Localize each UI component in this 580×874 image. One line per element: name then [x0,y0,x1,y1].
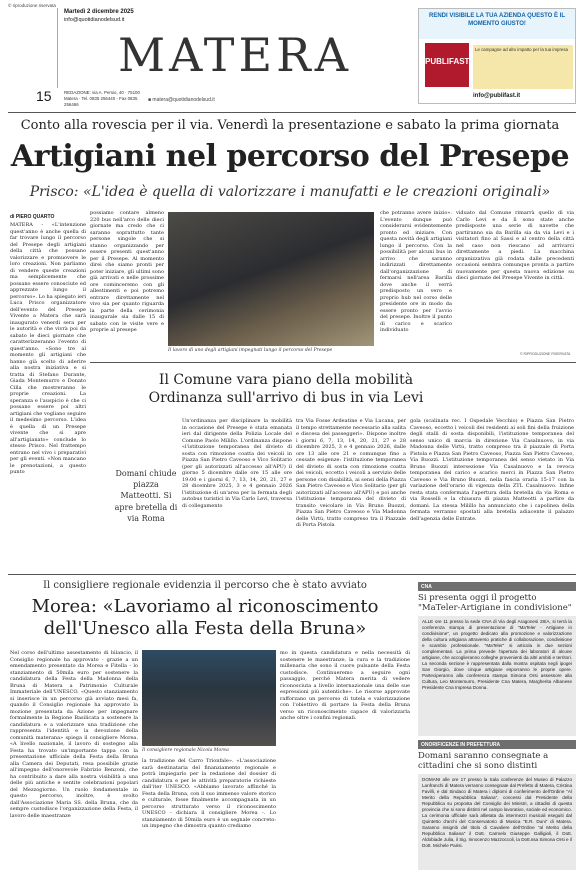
issue-email[interactable]: info@quotidianodelsud.it [64,17,125,23]
article1-byline: di PIERO QUARTO [10,214,55,220]
article3-photo-caption: Il consigliere regionale Nicola Morea [142,748,229,753]
article1-column-4: viduato dal Comune rimarrà quello di via Carlo Levi e da lì sono state anche predisposte una serie di navette che partiranno sia da Barilla sia da via Levi e i visitatori fino al Sassi e al centro della città nel caso non riescano ad arrivarci direttamente a piedi. La macchina organizzativa già rodata dalle precedenti occasioni sembra comunque pronta a partire nuovamente per questa nuova edizione su dieci giornate del Presepe Vivente in città. [456,210,574,281]
article3-column-2: la tradizione del Carro Trionfale». «L'associazione sarà destinataria del finanziamento regionale e potrà impiegarlo per la redazione del dossier di candidatura e per le attività preparatorie richieste dall'iter UNESCO. «Abbiamo lavorato affinché la Festa della Bruna, con il suo immenso valore storico e culturale, fosse finalmente accompagnata in un percorso strutturato verso il riconoscimento UNESCO - dichiara il consigliere Morea -. Lo stanziamento di 50mila euro è un segnale concreto: un impegno che dimostra quanto crediamo [142,758,276,829]
article3-photo [142,650,276,746]
article3-kicker: Il consigliere regionale evidenzia il percorso che è stato avviato [43,580,367,591]
page-title: MATERA [118,28,352,82]
sidebar2-tag: ONORIFICENZE IN PREFETTURA [418,740,576,749]
issue-date: Martedì 2 dicembre 2025 [64,9,134,15]
sidebar2-title: Domani saranno consegnate a cittadini che si sono distinti [418,751,549,771]
article3-headline-line2: dell'Unesco alla Festa della Bruna» [43,618,367,639]
advertisement[interactable] [418,8,576,104]
article1-photo [168,212,374,346]
article1-photo-caption: Il lavoro di uno degli artigiani impegnati lungo il percorso del Presepe [168,348,333,353]
article1-column-2: possiamo contare almeno 220 bus nell'arco delle dieci giornate ma credo che ci saranno soprattutto tante persone singole che si stanno organizzando per essere presenti quest'anno per il Presepe. Al momento direi che siamo pronti per poter iniziare, gli ultimi sono già arrivati e nelle prossime ore cominceremo con gli allestimenti e poi potremo entrare direttamente nel vivo sia per quanto riguarda la parte della cerimonia inaugurale sia dalle 15 di sabato con le visite vere e proprie al presepe [90,210,164,333]
ad-text: Le campagne ad alto impatto per la tua impresa [473,45,573,89]
article1-headline: Artigiani nel percorso del Presepe [10,139,570,174]
editorial-email[interactable] [148,97,215,103]
article3-headline-line1: Morea: «Lavoriamo al riconoscimento [31,596,379,617]
article1-kicker: Conto alla rovescia per il via. Venerdì la presentazione e sabato la prima giornata [20,118,560,133]
ad-logo: PUBLIFAST [425,43,469,87]
mail-icon: ■ [148,97,153,103]
article1-subhead: Prisco: «L'idea è quella di valorizzare i manufatti e le creazioni originali» [29,184,551,200]
article2-pull-quote: Domani chiude piazza Matteotti. Si apre bretella di via Roma [114,469,178,523]
page-number: 15 [36,88,52,104]
article1-column-1: MATERA - «L'intenzione quest'anno è anche quella di far trovare lungo il percorso del Presepe degli artigiani della città che possano valorizzare e promuovere le loro creazioni. Non parliamo di vendere queste creazioni ma semplicemente che possano essere conosciute ed apprezzate lungo il percorso». Lo ha spiegato ieri Luca Prisco organizzatore dell'evento del Presepe Vivente a Matera che sarà inaugurato venerdì sera per le autorità e che vivrà poi da sabato le dieci giornate che caratterizzeranno l'evento di quest'anno. «Sono tre al momento gli artigiani che hanno già scelto di aderire alla nostra iniziativa e si tratta di Stefano Durante, Giada Montemurro e Donato Cilla che mostreranno le proprie creazioni. La speranza e l'auspicio è che ci possano essere poi altri artigiani che vogliano seguire il medesimo percorso. L'idea è quella di un Presepe vivente che si apre all'artigianato» conclude lo stesso Prisco. Nel frattempo entrano nel vivo i preparativi per gli eventi. «Non mancano le prenotazioni, a questo punto [10,222,86,475]
divider [8,574,576,575]
sidebar1-title: Si presenta oggi il progetto "MaTeler-Artigiane in condivisione" [418,593,572,613]
ad-headline: RENDI VISIBILE LA TUA AZIENDA QUESTO È IL MOMENTO GIUSTO! [419,9,575,39]
copyright-notice: © riproduzione riservata [8,3,56,8]
redazione-info: REDAZIONE: via A. Persio, 40 · 75100 Matera · Tel. 0835 256440 - Fax 0835 256466 [64,90,140,107]
article1-credit: © RIPRODUZIONE RISERVATA [520,352,571,356]
article2-column-1: Un'ordinanza per disciplinare la mobilità in occasione del Presepe è stata emanata ieri dal dirigente della Polizia Locale del Comune Paolo Milillo. L'ordinanza dispone «l'istituzione temporanea del divieto di sosta con rimozione coatta dei veicoli in Piazza San Pietro Caveoso e Vico Solitario (per gli autorizzati all'accesso all'APU) il giorno 5 dicembre dalle ore 15 alle ore 19:00 e i giorni 6, 7, 13, 14, 20, 21, 27 e 28 dicembre 2025, 3 e 4 gennaio 2026 l'istituzione di un'area per la fermata degli autobus turistici in Via Carlo Levi, traversa di collegamento [182,418,292,509]
article2-column-3: gola (scalinata rec. I Ospedale Vecchio) e Piazza San Pietro Caveoso, eccetto i veicoli dei residenti ai soli fini della fruizione degli stalli di sosta disponibili, l'istituzione temporanea del senso unico di marcia in direzione Via Casalnuovo, in via Madonna delle Virtù, tratto compreso tra il piazzale di Porta Pistola e Piazza San Pietro Caveoso, Piazza San Pietro Caveoso, Via Buozzi. L'istituzione temporanea del senso vietato in Via Bruno Buozzi intersezione Via Casalnuovo e la revoca temporanea del carico e scarico merci in Piazza San Pietro Caveoso e Via Bruno Buozzi, nella fascia oraria 15-17 con la variazione dell'orario di vigenza della ZTL Casalnuovo. Infine resta stata confermata l'apertura della bretella da via Roma e via Rosselli e la chiusura di piazza Matteotti a partire da domani. La stessa Milillo ha annunciato che i capolinea della fermata verranno spostati alla bretella adiacente il palazzo dell'agenzia delle Entrate. [410,418,574,522]
editorial-email-label: matera@quotidianodelsud.it [152,97,215,103]
sidebar2-text: DOMANI alle ore 17 presso la Sala conferenze del Museo di Palazzo Lanfranchi di Matera verranno consegnate dal Prefetto di Matera, Cristina Favilli, e dal Sindaco di Matera i diplomi di conferimento dell'Ordine "Al Merito della Repubblica Italiana", concessi dal Presidente della Repubblica su proposta del Consiglio dei Ministri, a cittadini di questa provincia che si sono distinti nel campo lavorativo, sociale ed economico. La cerimonia ufficiale sarà allietata da intermezzi musicali eseguiti dal Quintetto d'archi del Conservatorio di Musica "E.R. Duni" di Matera. Saranno insigniti del titolo di Cavaliere dell'Ordine "al Merito della Repubblica Italiana" il Dott. Carmelo Giuseppe Galligioli, il Dott. Aldobiade Julia, il Sig. Innocenzo Mazzoccoli, la Dott.ssa Simona Orsi e il Dott. Michele Parisi. [418,774,576,870]
article2-column-1-top [114,420,180,462]
article3-column-3: mo in questa candidatura e nella necessità di sostenere le maestranze, la cura e la tradizione millenaria che sono il cuore pulsante della Festa custodisce. Continueremo a seguire ogni passaggio, perché Matera merita di vedere riconosciuta a livello internazionale una delle sue espressioni più autentiche». Le risorse approvate rafforzano un percorso di tutela e valorizzazione con l'obiettivo di portare la Festa della Bruna verso un riconoscimento capace di valorizzarla anche oltre i confini regionali. [280,650,410,721]
ad-email[interactable]: info@publifast.it [473,93,521,99]
article3-column-1: Nel corso dell'ultimo assestamento di bilancio, il Consiglio regionale ha approvato - grazie a un emendamento presentato da Morea e Fitella - lo stanziamento di 50mila euro per sostenere la candidatura della Festa della Madonna della Bruna di Matera a Patrimonio Culturale Immateriale dell'UNESCO. «Questo stanziamento si inserisce in un percorso già avviato mesi fa, quando il Consiglio regionale ha approvato la mozione presentata da Azione per impegnare formalmente la Regione Basilicata a sostenere la candidatura e a valorizzare una tradizione che rappresenta l'identità e la devozione della comunità materana» spiega il consigliere Morea. «A livello nazionale, il lavoro di sostegno alla Festa ha trovato un'importante tappa con la presentazione ufficiale della Festa della Bruna alla Camera dei Deputati, resa possibile grazie all'impegno dell'onorevole Fabrizio Benzoni, che ha contribuito a dare alla nostra visibilità a una delle più antiche e sentite celebrazioni popolari del Mezzogiorno. Un ruolo fondamentale in questo percorso, inoltre, è svolto dall'Associazione Maria SS. della Bruna, che da sempre custodisce l'organizzazione della Festa, il lavoro delle maestranze [10,650,138,819]
divider [90,362,576,363]
sidebar1-text: ALLE ore 11 presso la sede CNA di Via degli Aragonesi 28/A, si terrà la conferenza stampa di presentazione di "MaTeler - Artigiane in condivisione", un progetto dedicato alla promozione e valorizzazione della cultura artigiana attraverso pratiche di collaborazione, condivisione e scambio professionale. "MaTeler" si articola in due sezioni complementari. La prima prevede l'apertura dei laboratori di alcune artigiane, che accoglieranno colleghe provenienti da altri ambiti e territori. La seconda sezione è rappresentata dalla mostra ospitata negli ipogei San Giorgio, dove cinque artigiane esporranno le proprie opere. Parteciperanno alla conferenza stampa Simona Orsi assessore alla Cultura, Leo Montemurro, Presidente Cna Matera, Margherita Albanese Presidente Cna Impresa Donna. [418,616,576,736]
article1-column-3: che potranno avere inizio». L'evento dunque può considerarsi evidentemente pronto ed iniziare. Con questa novità degli artigiani lungo il percorso. Con la possibilità per alcuni bus in arrivo che saranno indirizzati direttamente dall'organizzazione di fermarsi nell'area Barilla dove anche il verrà predisposto un vero e proprio hub nel corso delle presidente ore in modo da essere pronto per l'avvio del presepe. Inoltre il punto di carico e scarico individuato [380,210,452,333]
sidebar1-tag: CNA [418,582,576,591]
masthead-logo-area [8,8,58,88]
article2-column-2: tra Via Fosse Ardeatine e Via Lucana, per il tempo strettamente necessario alla salita e discesa dei passeggeri». Dispone inoltre i giorni 6, 7, 13, 14, 20, 21, 27 e 28 dicembre 2025, 3 e 4 gennaio 2026, dalle ore 13 alle ore 21 e comunque fino a cessate esigenze: l'istituzione temporanea del divieto di sosta con rimozione coatta dei veicoli, eccetto i veicoli a servizio delle persone con disabilità, ai sensi della Piazza San Pietro Caveoso e Vico Solitario (per gli autorizzati all'accesso all'APU) e poi anche l'istituzione temporanea del divieto di transito veicolare in Via Bruno Buozzi, Piazza San Pietro Caveoso e Via Madonna delle Virtù, tratto compreso tra il Piazzale di Porta Pistola [296,418,406,528]
article2-headline-line2: Ordinanza sull'arrivo di bus in via Levi [148,390,424,406]
article2-headline-line1: Il Comune vara piano della mobilità [158,372,414,388]
divider [8,112,576,113]
